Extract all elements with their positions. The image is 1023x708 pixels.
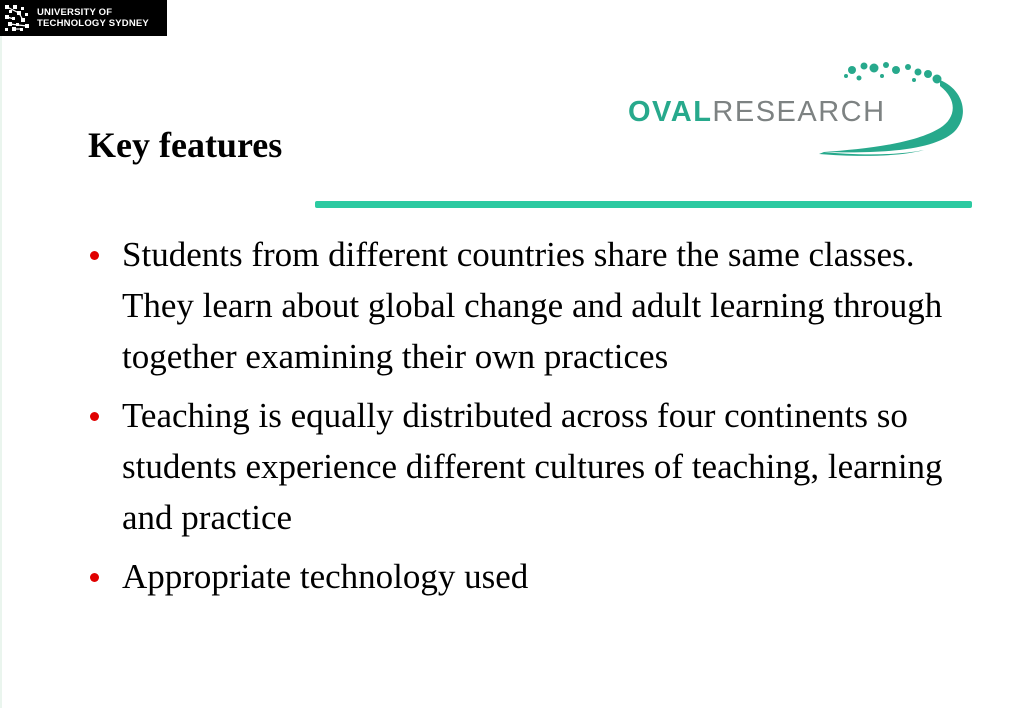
- bullet-text: Appropriate technology used: [122, 557, 529, 596]
- title-underline-rule: [315, 201, 972, 208]
- bullet-item: [86, 551, 966, 602]
- research-word: RESEARCH: [712, 96, 886, 128]
- uts-line-2: TECHNOLOGY SYDNEY: [37, 18, 149, 29]
- bullet-item: [86, 229, 966, 382]
- uts-line-1: UNIVERSITY OF: [37, 7, 113, 18]
- bullet-text: Students from different countries share the same classes. They learn about global change and adult learning through together examining their own practices: [122, 235, 943, 376]
- bullet-item: [86, 390, 966, 543]
- slide-title: Key features: [88, 125, 283, 165]
- oval-research-wordmark: [628, 96, 886, 129]
- bullet-text: Teaching is equally distributed across four continents so students experience different cultures of teaching, learning and practice: [122, 396, 943, 537]
- bullet-dot-icon: [90, 573, 99, 582]
- left-edge-rule: [0, 0, 2, 708]
- uts-wordmark: [37, 7, 149, 29]
- bullet-list: [86, 229, 966, 610]
- bullet-dot-icon: [90, 251, 99, 260]
- oval-research-logo: [624, 56, 972, 160]
- uts-logo: [0, 0, 167, 36]
- uts-mark-icon: [3, 3, 33, 33]
- oval-word: OVAL: [628, 96, 713, 128]
- bullet-dot-icon: [90, 412, 99, 421]
